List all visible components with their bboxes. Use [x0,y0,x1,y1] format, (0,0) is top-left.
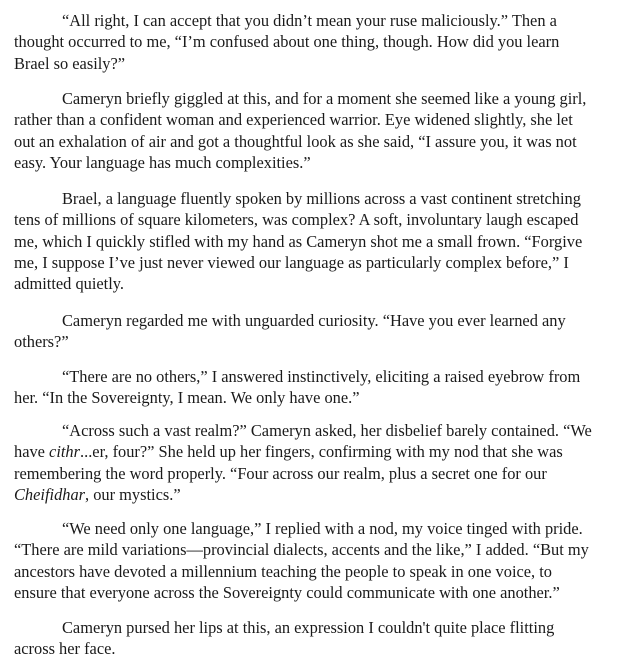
text-line: Brael, a language fluently spoken by millions across a vast continent stretching [62,189,581,208]
text-line: “Across such a vast realm?” Cameryn asked, her disbelief barely contained. “We [62,421,592,440]
paragraph-8 [14,617,626,660]
text-line [14,441,626,462]
text-run: , our mystics.” [85,484,181,504]
text-line: me, I suppose I’ve just never viewed our language as particularly complex before,” I [14,252,569,272]
text-line: “We need only one language,” I replied with a nod, my voice tinged with pride. [62,519,583,538]
text-line: ancestors have devoted a millennium teaching the people to speak in one voice, to [14,561,552,581]
text-line: her. “In the Sovereignty, I mean. We only have one.” [14,388,360,408]
text-line: others?” [14,332,69,352]
paragraph-5 [14,366,626,409]
italic-term: Cheifidhar [14,484,86,504]
text-line: “All right, I can accept that you didn’t mean your ruse maliciously.” Then a [62,11,557,30]
text-run: have [14,442,50,462]
text-line [14,484,626,505]
text-line: Cameryn briefly giggled at this, and for a moment she seemed like a young girl, [62,89,587,108]
text-line: ensure that everyone across the Sovereignty could communicate with one another.” [14,582,560,602]
text-line: Cameryn pursed her lips at this, an expression I couldn't quite place flitting [62,618,555,637]
text-line: easy. Your language has much complexities.” [14,152,311,172]
text-line: “There are no others,” I answered instinctively, eliciting a raised eyebrow from [62,367,581,386]
text-line: Cameryn regarded me with unguarded curiosity. “Have you ever learned any [62,311,566,330]
paragraph-3 [14,188,626,294]
text-line: tens of millions of square kilometers, was complex? A soft, involuntary laugh escaped [14,210,579,230]
paragraph-7 [14,518,626,603]
text-line: thought occurred to me, “I’m confused about one thing, though. How did you learn [14,32,560,52]
italic-term: cithr [49,442,81,462]
text-line: “There are mild variations—provincial dialects, accents and the like,” I added. “But my [14,540,589,560]
text-line: rather than a confident woman and experienced warrior. Eye widened slightly, she let [14,110,573,130]
paragraph-6 [14,420,626,505]
text-line: remembering the word properly. “Four across our realm, plus a secret one for our [14,463,547,483]
text-line: Brael so easily?” [14,53,126,73]
paragraph-2 [14,88,626,173]
paragraph-1 [14,10,626,74]
text-run: ...er, four?” She held up her fingers, confirming with my nod that she was [80,442,563,462]
text-line: admitted quietly. [14,274,125,294]
text-line: me, which I quickly stifled with my hand as Cameryn shot me a small frown. “Forgive [14,231,583,251]
text-line: across her face. [14,639,116,659]
paragraph-4 [14,310,626,353]
text-line: out an exhalation of air and got a thoughtful look as she said, “I assure you, it was not [14,131,577,151]
